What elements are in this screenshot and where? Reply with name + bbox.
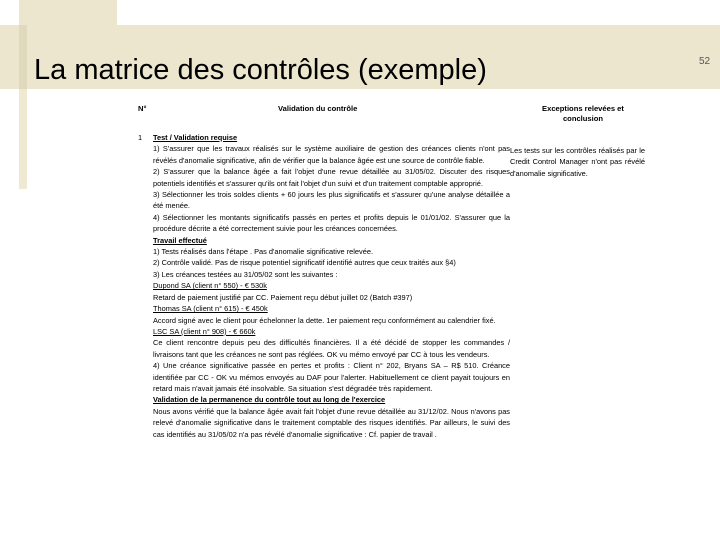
decorative-left-strip [19, 89, 27, 189]
header-exceptions: Exceptions relevées et conclusion [542, 104, 624, 123]
exceptions-column [510, 145, 645, 179]
row-number: 1 [138, 133, 143, 142]
header-number: N° [138, 104, 147, 113]
client-1-text: Retard de paiement justifié par CC. Paiement reçu début juillet 02 (Batch #397) [153, 292, 413, 302]
page-number: 52 [699, 56, 711, 67]
test-item-1: 1) S'assurer que les travaux réalisés sur le système auxiliaire de gestion des créances clients n'ont pas révélés d'anomalie significative, afin de vérifier que la balance âgée est une source de contrôle fiable. [153, 144, 510, 165]
work-item-4: 4) Une créance significative passée en pertes et profits : Client n° 202, Bryans SA – R$ 510. Créance identifiée par CC - OK vu mémos envoyés au DAF pour l'alerter. Habituellement ce client payait toujours en retard mais n'avait jamais été insolvable. Sa situation s'est dégradée très rapidement. [153, 361, 510, 393]
test-item-2: 2) S'assurer que la balance âgée a fait l'objet d'une revue détaillée au 31/05/02. Discuter des risques potentiels identifiés et s'assurer qu'ils ont fait l'objet d'un suivi et d'un traitement comptable approprié. [153, 167, 510, 188]
title-accent-bar [19, 25, 27, 89]
work-heading: Travail effectué [153, 235, 207, 245]
client-2-label: Thomas SA (client n° 615) - € 450k [153, 304, 268, 314]
test-item-3: 3) Sélectionner les trois soldes clients + 60 jours les plus significatifs et s'assurer qu'une analyse détaillée a été menée. [153, 190, 510, 211]
work-item-2: 2) Contrôle validé. Pas de risque potentiel significatif identifié autres que ceux traités aux §4) [153, 258, 456, 268]
control-validation-column [153, 132, 510, 440]
decorative-square [19, 0, 117, 25]
client-2-text: Accord signé avec le client pour échelonner la dette. 1er paiement reçu conformément au calendrier fixé. [153, 315, 496, 325]
work-item-1: 1) Tests réalisés dans l'étape . Pas d'anomalie significative relevée. [153, 247, 374, 257]
test-item-4: 4) Sélectionner les montants significatifs passés en pertes et profits depuis le 01/01/02. S'assurer que la procédure décrite a été correctement suivie pour les créances concernées. [153, 212, 510, 234]
permanence-heading: Validation de la permanence du contrôle tout au long de l'exercice [153, 395, 386, 405]
work-item-3: 3) Les créances testées au 31/05/02 sont les suivantes : [153, 269, 338, 279]
slide-title: La matrice des contrôles (exemple) [34, 54, 487, 86]
control-matrix-table [138, 104, 646, 534]
client-1-label: Dupond SA (client n° 550) - € 530k [153, 281, 267, 291]
client-3-text: Ce client rencontre depuis peu des difficultés financières. Il a été décidé de stopper les commandes / livraisons tant que les créances ne sont pas réglées. OK vu mémo envoyé par CC à tous les vendeurs. [153, 338, 510, 359]
client-3-label: LSC SA (client n° 908) - € 660k [153, 326, 256, 336]
test-heading: Test / Validation requise [153, 133, 238, 142]
permanence-text: Nous avons vérifié que la balance âgée avait fait l'objet d'une revue détaillée au 31/12/02. Nous n'avons pas relevé d'anomalie significative dans le traitement comptable des risques identifiés. Par ailleurs, le suivi des cas identifiés au 31/05/02 n'a pas révélé d'anomalie significative : Cf. papier de travail . [153, 406, 510, 439]
header-control-validation: Validation du contrôle [278, 104, 358, 113]
exceptions-text: Les tests sur les contrôles réalisés par le Credit Control Manager n'ont pas révélé d'anomalie significative. [510, 146, 645, 178]
